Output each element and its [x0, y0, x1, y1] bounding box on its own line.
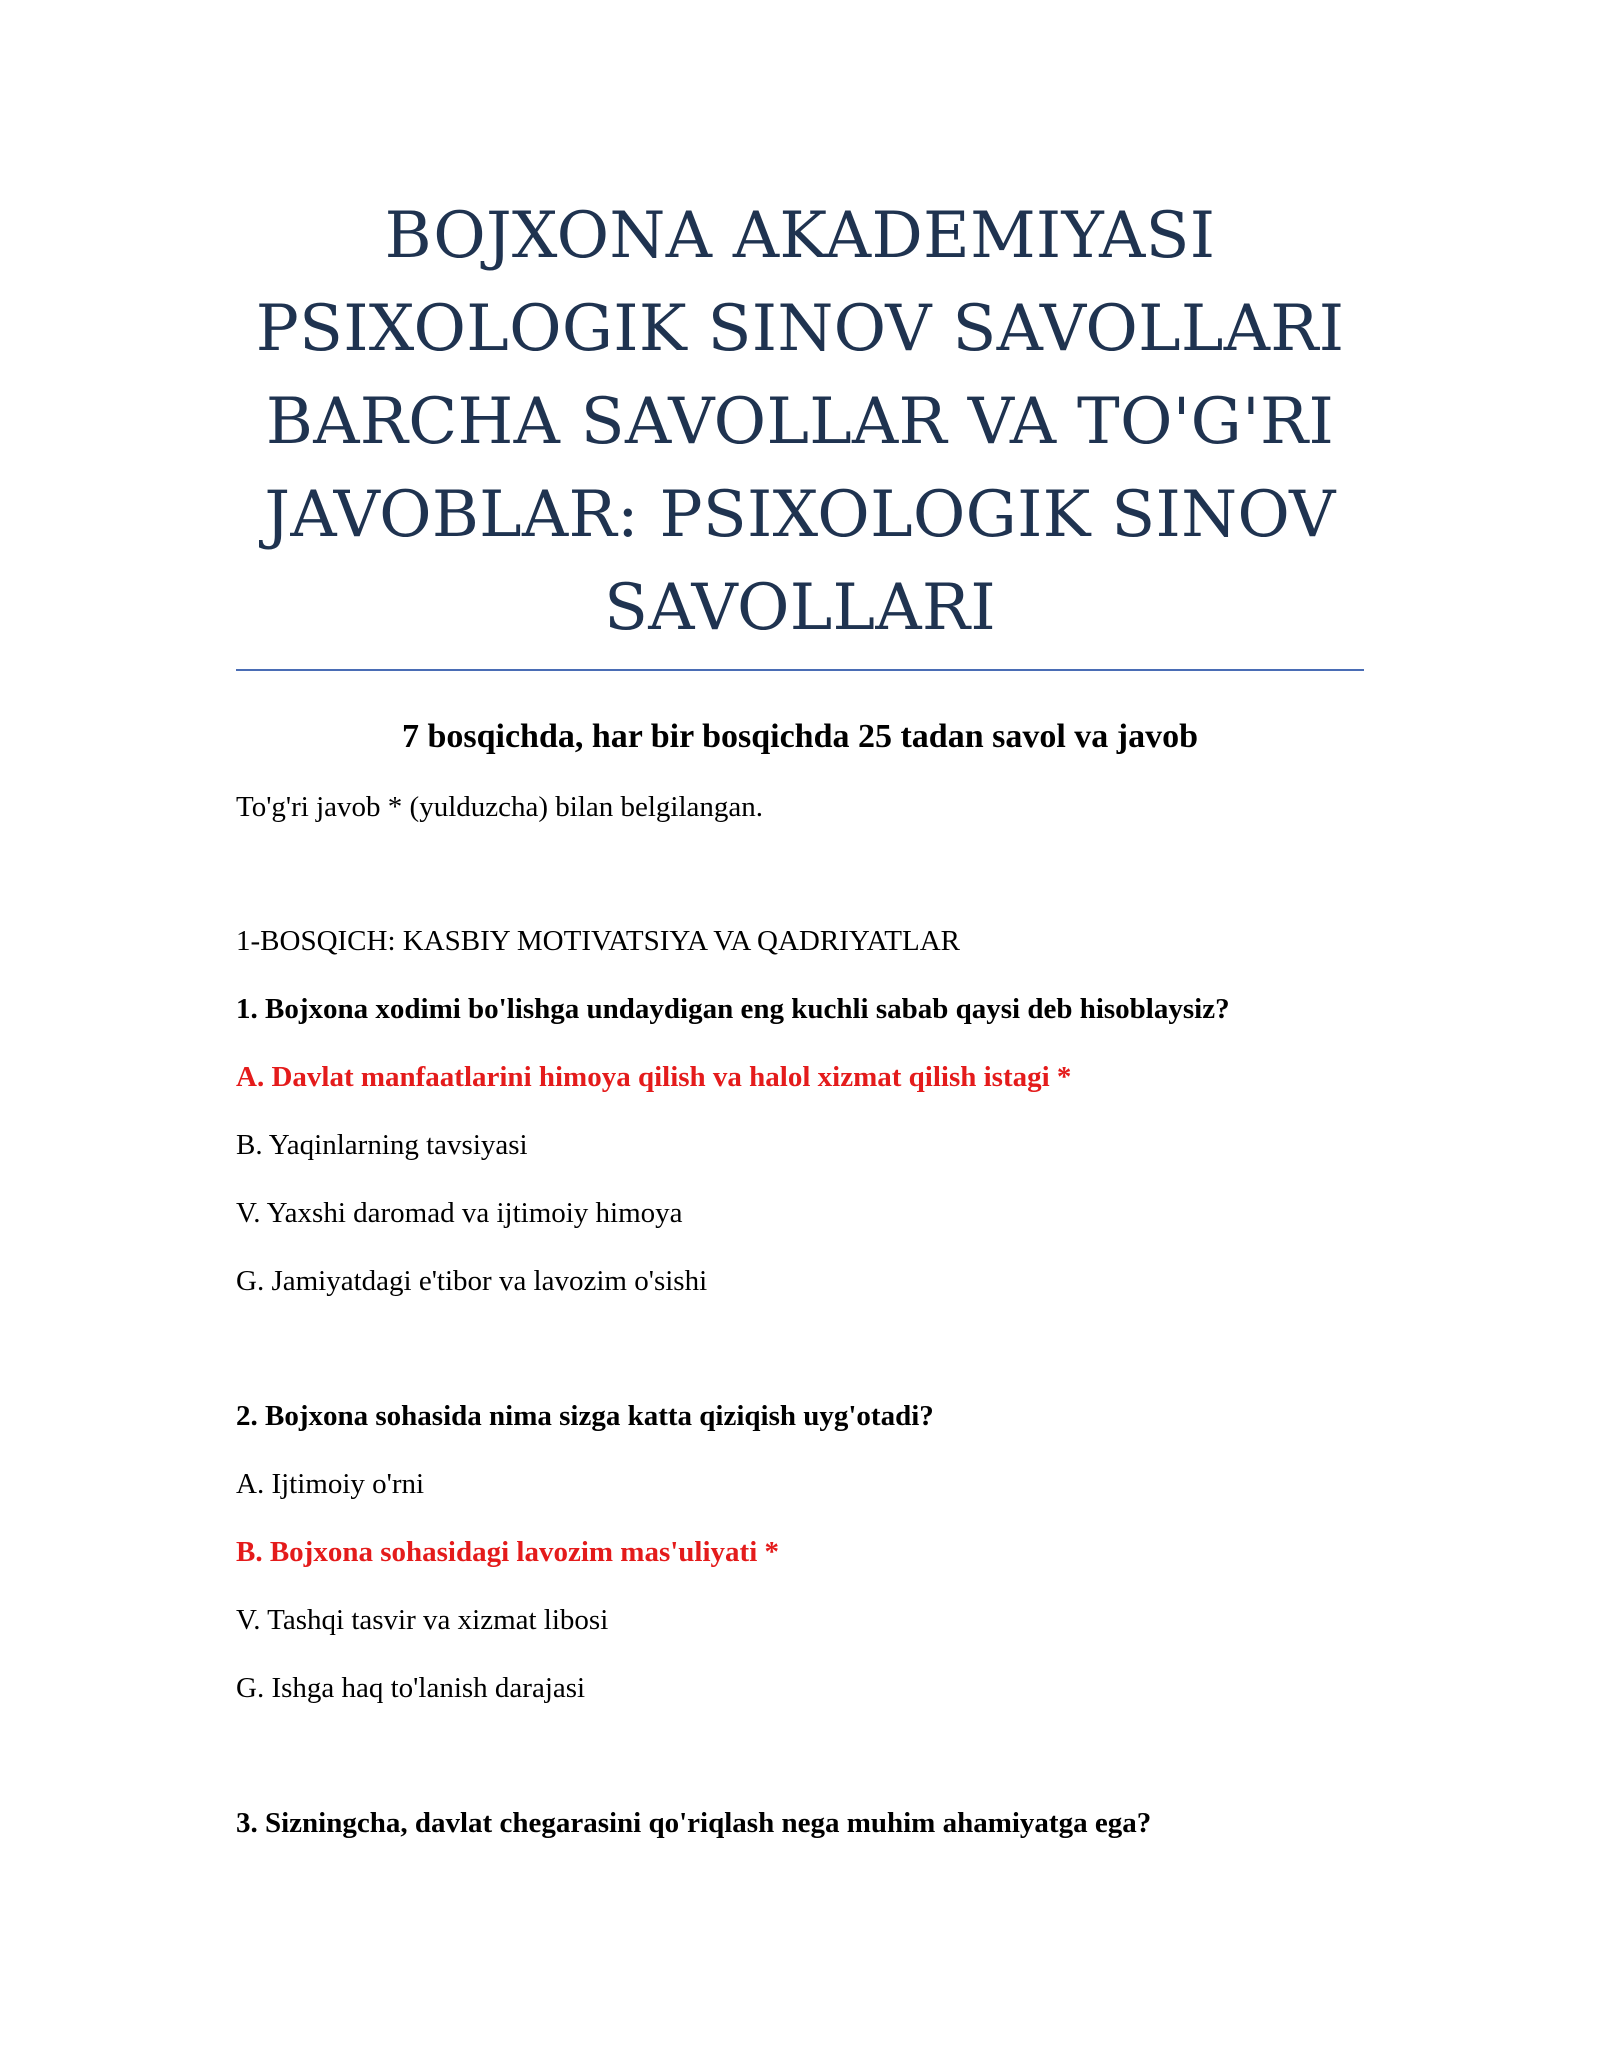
question-text: 1. Bojxona xodimi bo'lishga undaydigan eng kuchli sabab qaysi deb hisoblaysiz? [236, 993, 1230, 1025]
answer-option: G. Ishga haq to'lanish darajasi [236, 1672, 586, 1704]
section-heading: 1-BOSQICH: KASBIY MOTIVATSIYA VA QADRIYATLAR [236, 925, 961, 957]
answer-key-note: To'g'ri javob * (yulduzcha) bilan belgilangan. [236, 791, 764, 823]
title-line: SAVOLLARI [604, 571, 996, 645]
title-line: JAVOBLAR: PSIXOLOGIK SINOV [264, 478, 1336, 552]
answer-option: B. Yaqinlarning tavsiyasi [236, 1129, 528, 1161]
question-text: 2. Bojxona sohasida nima sizga katta qiziqish uyg'otadi? [236, 1400, 934, 1432]
document-page [236, 190, 1364, 1843]
title-line: BARCHA SAVOLLAR VA TO'G'RI [265, 385, 1335, 459]
answer-option: V. Tashqi tasvir va xizmat libosi [236, 1604, 609, 1636]
title-line: BOJXONA AKADEMIYASI [384, 199, 1216, 273]
answer-option: G. Jamiyatdagi e'tibor va lavozim o'sishi [236, 1265, 708, 1297]
answer-option-correct: A. Davlat manfaatlarini himoya qilish va halol xizmat qilish istagi * [236, 1061, 1072, 1093]
answer-option: A. Ijtimoiy o'rni [236, 1468, 425, 1500]
answer-option-correct: B. Bojxona sohasidagi lavozim mas'uliyati * [236, 1536, 780, 1568]
document-subtitle: 7 bosqichda, har bir bosqichda 25 tadan savol va javob [401, 718, 1199, 755]
document-title [236, 190, 1364, 671]
question-block [236, 1396, 1364, 1708]
question-block [236, 989, 1364, 1301]
title-line: PSIXOLOGIK SINOV SAVOLLARI [255, 292, 1345, 366]
question-block [236, 1803, 1364, 1843]
answer-option: V. Yaxshi daromad va ijtimoiy himoya [236, 1197, 683, 1229]
question-text: 3. Sizningcha, davlat chegarasini qo'riqlash nega muhim ahamiyatga ega? [236, 1807, 1152, 1839]
